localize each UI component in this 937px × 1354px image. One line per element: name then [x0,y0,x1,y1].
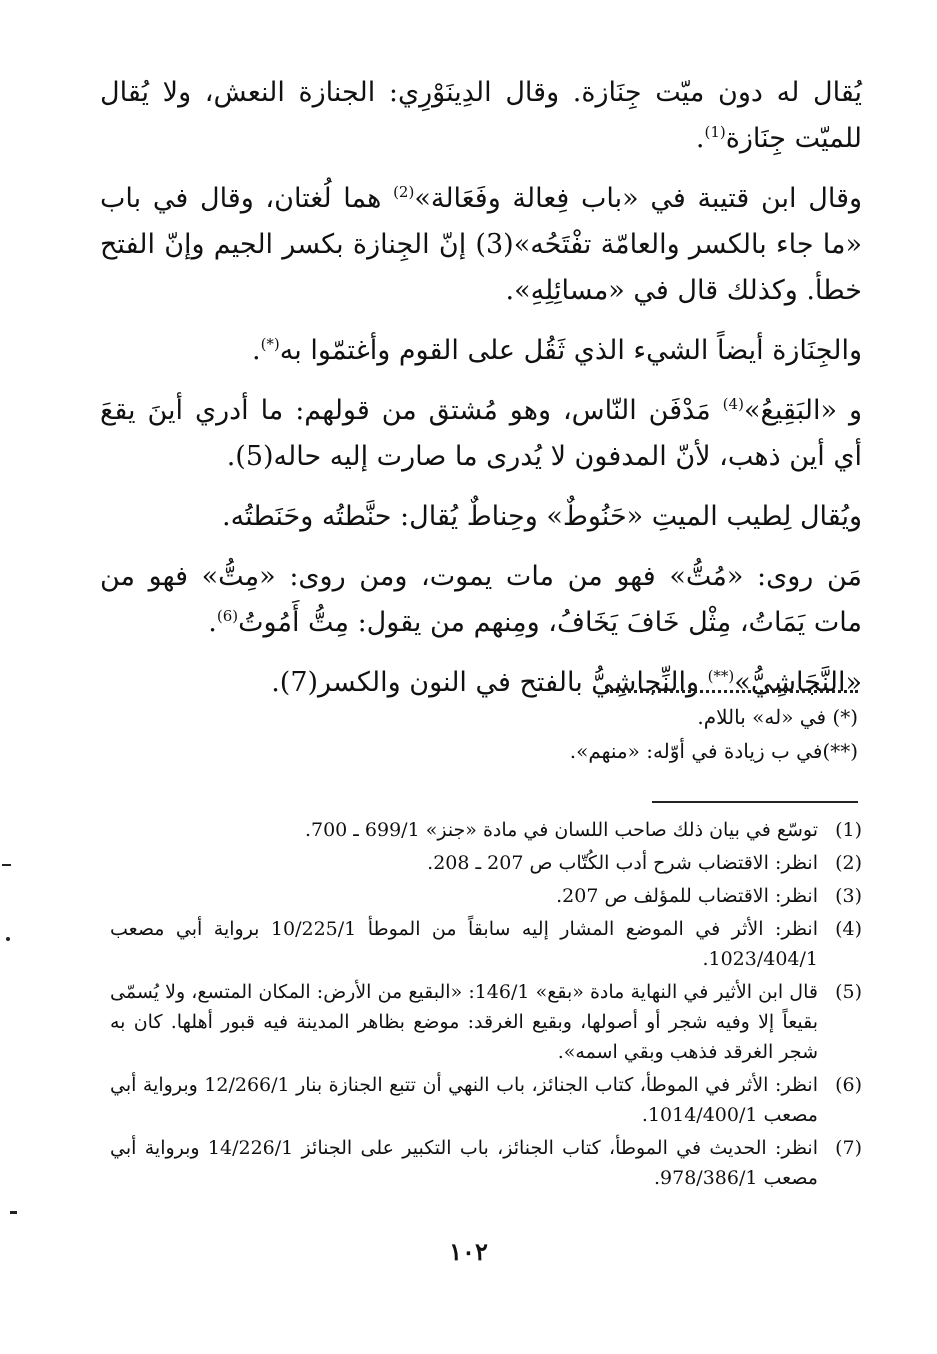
footnote [110,1070,862,1130]
scan-mark [6,937,10,941]
variant-notes [490,700,858,768]
footnote-text: توسّع في بيان ذلك صاحب اللسان في مادة «جنز» 699/1 ـ 700. [304,819,818,841]
footnote-text: انظر: الحديث في الموطأ، كتاب الجنائز، باب التكبير على الجنائز 14/226/1 وبرواية أبي مصعب 978/386/1. [110,1137,818,1189]
paragraph [100,176,862,314]
footnote-ref[interactable]: (6) [216,607,239,625]
footnote-ref[interactable]: (4) [722,395,744,413]
footnote-number: (6) [835,1074,862,1096]
variant-note: (**)في ب زيادة في أوّله: «منهم». [569,739,858,763]
footnote-ref[interactable]: (2) [393,183,415,201]
footnote-text: انظر: الاقتضاب للمؤلف ص 207. [556,885,818,907]
footnote-ref[interactable]: (**) [707,667,735,685]
footnote-number: (1) [835,819,862,841]
main-text [100,70,862,720]
paragraph [100,554,862,646]
footnote [110,914,862,974]
paragraph-text: مَن روى: «مُتُّ» فهو من مات يموت، ومن روى: «مِتُّ» فهو من مات يَمَاتُ، مِثْل خَافَ يَخَافُ، ومِنهم من يقول: مِتُّ أَمُوتُ [100,561,862,638]
paragraph-text: ويُقال لِطيب الميتِ «حَنُوطٌ» وحِناطٌ يُقال: حنَّطتُه وحَنَطتُه. [222,501,862,532]
footnote [110,881,862,911]
footnote-rule [652,801,858,803]
footnote [110,1133,862,1193]
footnote [110,848,862,878]
footnote-text: انظر: الأثر في الموضع المشار إليه سابقاً من الموطأ 10/225/1 برواية أبي مصعب 1023/404/1. [110,918,818,970]
footnote-text: انظر: الأثر في الموطأ، كتاب الجنائز، باب النهي أن تتبع الجنازة بنار 12/266/1 وبرواية أبي مصعب 1014/400/1. [110,1074,819,1126]
dotted-separator [605,684,858,693]
paragraph-tail: . [251,335,261,366]
paragraph [100,494,862,540]
footnote [110,977,862,1067]
footnote-text: انظر: الاقتضاب شرح أدب الكُتّاب ص 207 ـ 208. [427,852,818,874]
paragraph-text: «النَّجَاشِيُّ» [734,667,862,698]
footnote-number: (5) [835,981,862,1003]
paragraph-text: يُقال له دون ميّت جِنَازة. وقال الدِينَوْرِي: الجنازة النعش، ولا يُقال للميّت جِنَازة [100,77,862,154]
scan-mark [10,1211,17,1214]
paragraph-tail: . [208,607,217,638]
paragraph-tail: . [695,123,705,154]
paragraph-text: و «البَقِيعُ» [743,395,862,426]
paragraph [100,388,862,480]
footnote-number: (7) [835,1137,862,1159]
footnote-ref[interactable]: (1) [704,123,726,141]
paragraph-text: والجِنَازة أيضاً الشيء الذي ثَقُل على القوم وأغتمّوا به [279,335,862,366]
paragraph [100,328,862,374]
paragraph-tail: هما لُغتان، وقال في باب «ما جاء بالكسر والعامّة تفْتَحُه»(3) إنّ الجِنازة بكسر الجيم وإنّ الفتح خطأ. وكذلك قال في «مسائِلِهِ». [100,183,862,306]
paragraph-tail: مَدْفَن النّاس، وهو مُشتق من قولهم: ما أدري أينَ يقعَ أي أين ذهب، لأنّ المدفون لا يُدرى ما صارت إليه حاله(5). [100,395,862,472]
footnote [110,815,862,845]
paragraph-tail: والنِّجاشِيُّ بالفتح في النون والكسر(7). [271,667,708,698]
scan-mark [2,864,11,866]
footnote-text: قال ابن الأثير في النهاية مادة «بقع» 146/1: «البقيع من الأرض: المكان المتسع، ولا يُسمّى بقيعاً إلا وفيه شجر أو أصولها، وبقيع الغرقد: موضع بظاهر المدينة فيه قبور أهلها. كان به شجر الغرقد فذهب وبقي اسمه». [110,981,818,1063]
paragraph [100,70,862,162]
footnote-number: (4) [835,918,862,940]
paragraph-text: وقال ابن قتيبة في «باب فِعالة وفَعَالة» [414,183,863,214]
footnote-ref[interactable]: (*) [260,335,280,353]
footnote-number: (3) [835,885,862,907]
variant-note: (*) في «له» باللام. [697,705,858,729]
footnotes [110,815,862,1196]
page-number: ١٠٢ [449,1237,488,1266]
footnote-number: (2) [835,852,862,874]
